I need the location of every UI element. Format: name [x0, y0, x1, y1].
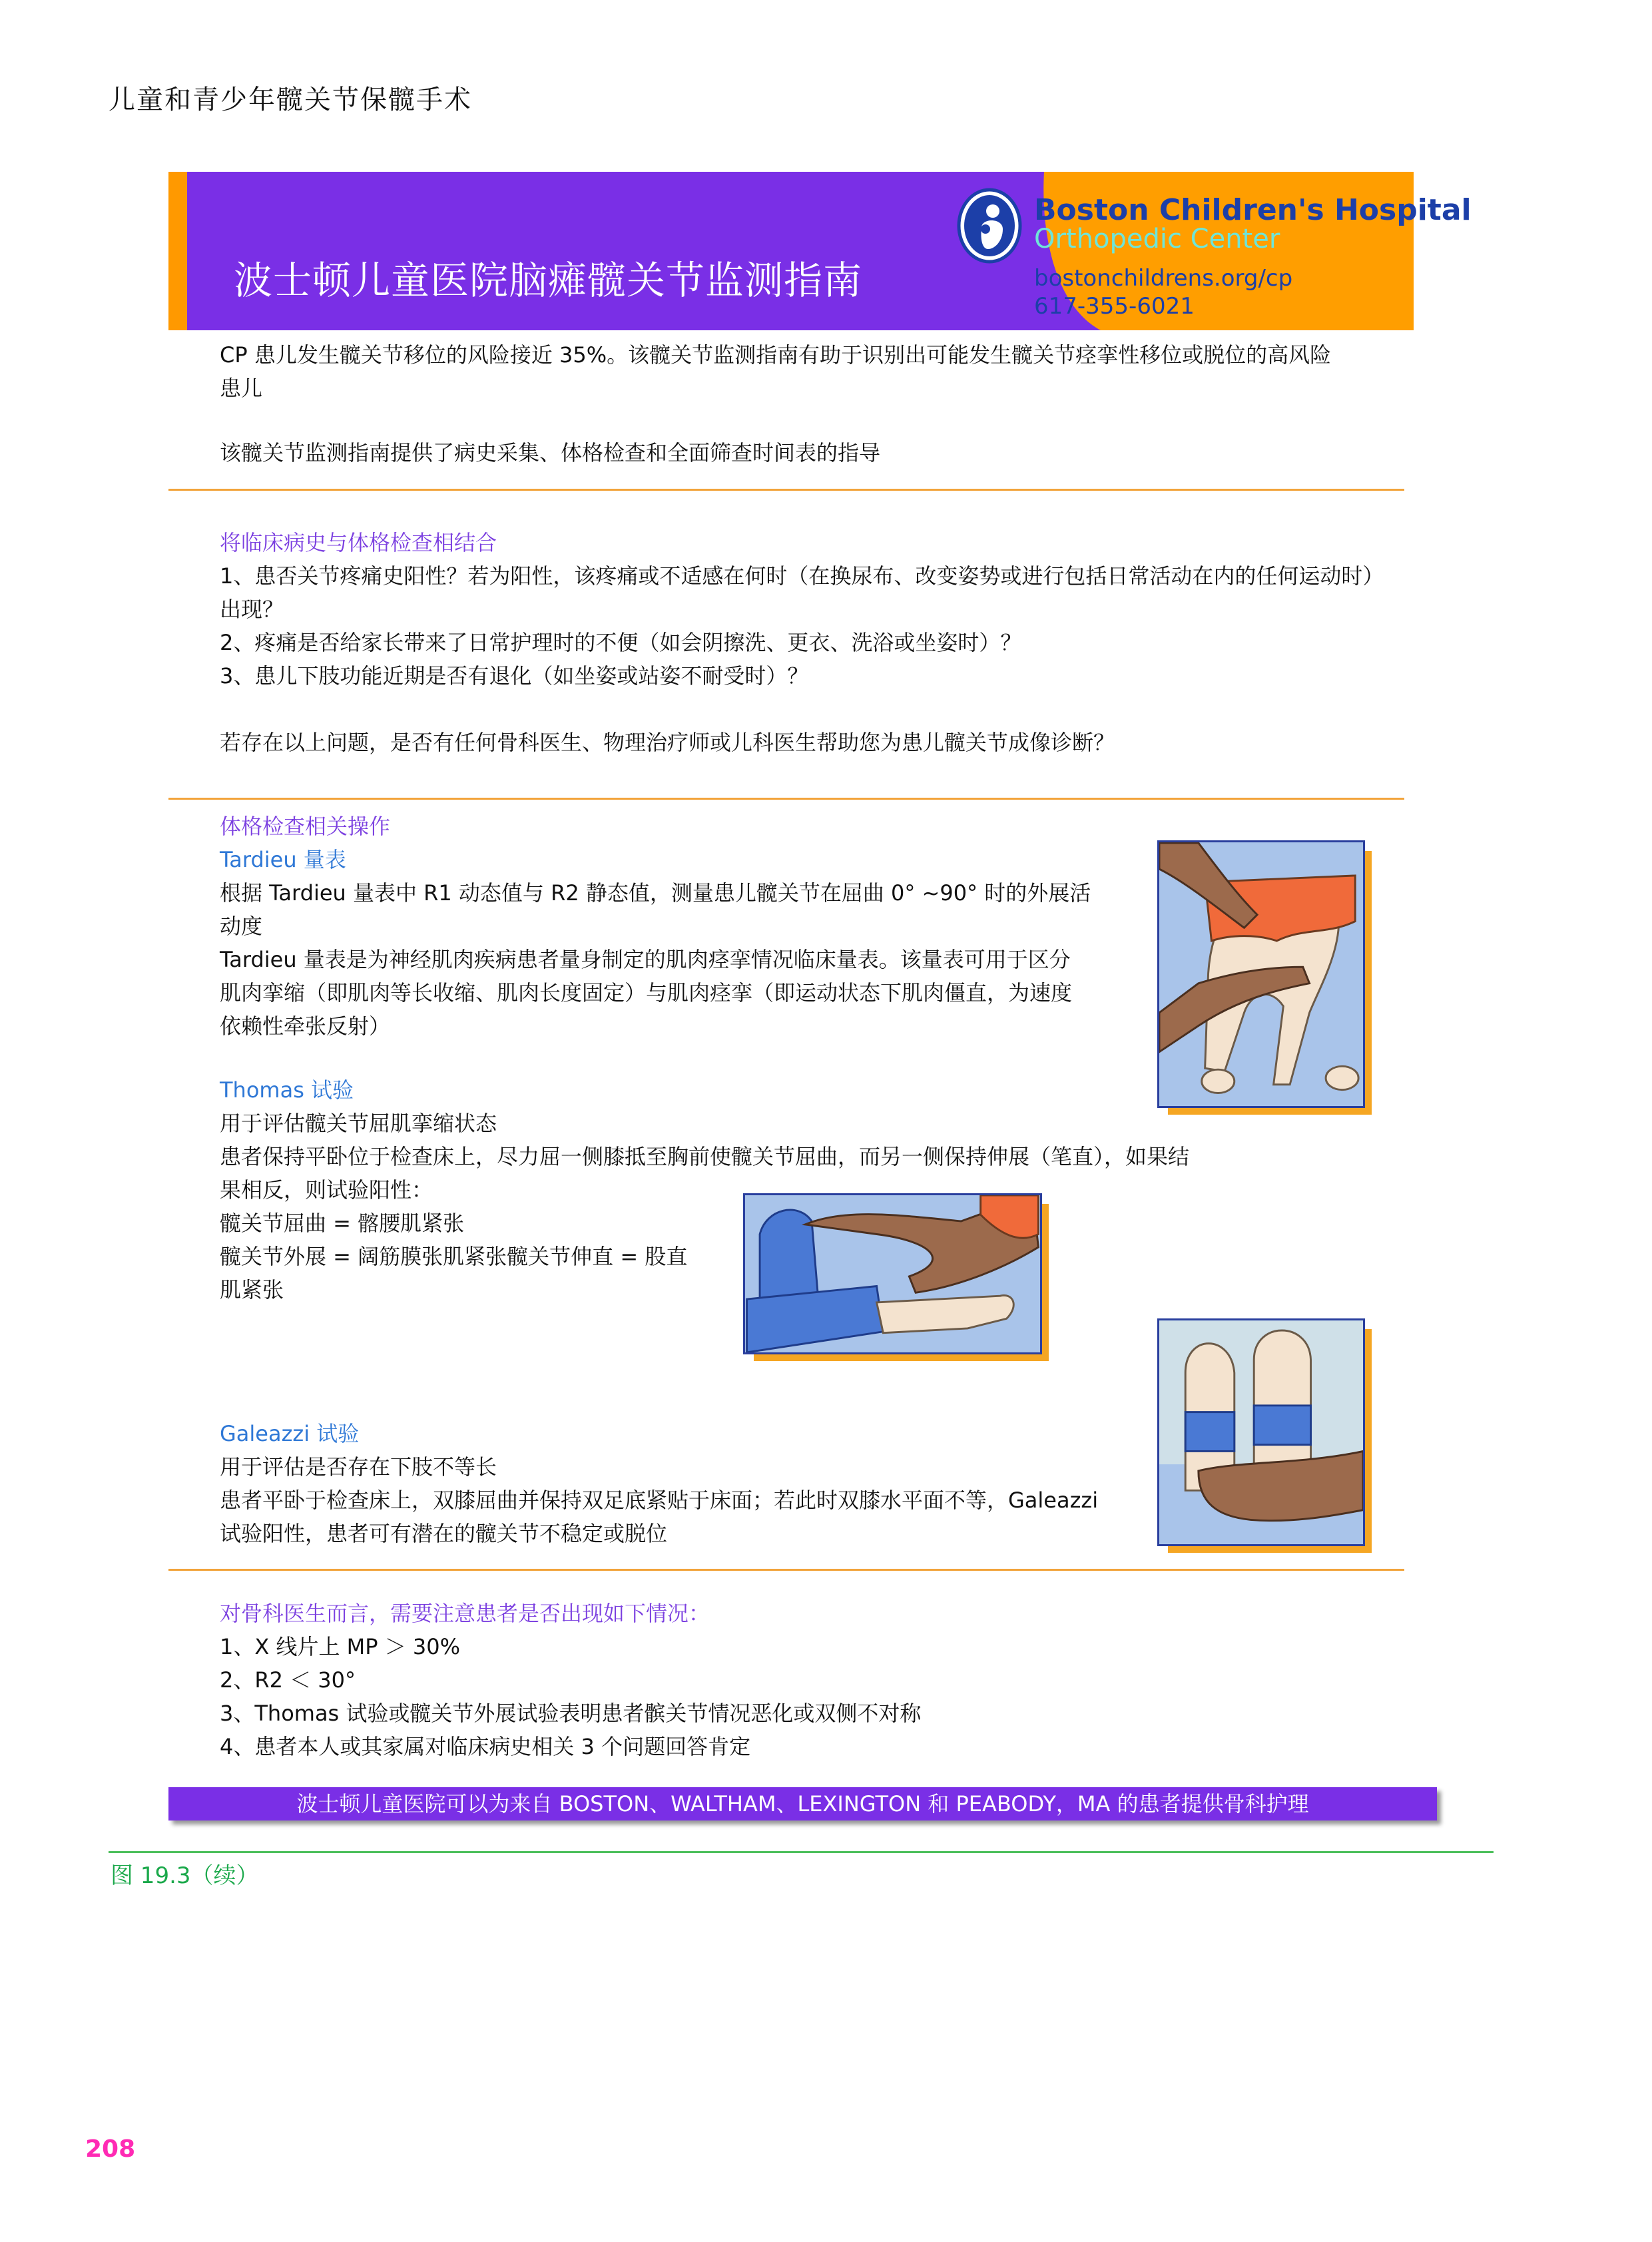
- ortho-item: 2、R2 ＜ 30°: [220, 1667, 356, 1693]
- history-item: 出现？: [220, 597, 284, 622]
- section-divider: [168, 489, 1404, 491]
- thomas-line: 果相反，则试验阳性：: [220, 1177, 433, 1203]
- galeazzi-line: 用于评估是否存在下肢不等长: [220, 1454, 497, 1480]
- hospital-logo-icon: [956, 188, 1023, 264]
- hospital-name: Boston Children's Hospital: [1034, 193, 1472, 227]
- history-item: 1、患否关节疼痛史阳性？若为阳性，该疼痛或不适感在何时（在换尿布、改变姿势或进行包括日常活动在内的任何运动时）: [220, 563, 1384, 589]
- history-question: 若存在以上问题，是否有任何骨科医生、物理治疗师或儿科医生帮助您为患儿髋关节成像诊断？: [220, 730, 1115, 755]
- hospital-phone: 617-355-6021: [1034, 293, 1195, 320]
- galeazzi-title: Galeazzi 试验: [220, 1421, 360, 1446]
- tardieu-line: Tardieu 量表是为神经肌肉疾病患者量身制定的肌肉痉挛情况临床量表。该量表可用于区分: [220, 947, 1071, 972]
- thomas-title: Thomas 试验: [220, 1077, 354, 1103]
- tardieu-line: 根据 Tardieu 量表中 R1 动态值与 R2 静态值，测量患儿髋关节在屈曲 0° ~90° 时的外展活: [220, 880, 1091, 906]
- ortho-item: 1、X 线片上 MP ＞ 30%: [220, 1634, 461, 1659]
- hospital-department: Orthopedic Center: [1034, 224, 1280, 254]
- header-banner: [168, 172, 1472, 330]
- figure-caption: 图 19.3（续）: [111, 1862, 259, 1889]
- galeazzi-line: 试验阳性，患者可有潜在的髋关节不稳定或脱位: [220, 1521, 668, 1546]
- intro-line-3: 该髋关节监测指南提供了病史采集、体格检查和全面筛查时间表的指导: [220, 440, 881, 465]
- section-divider: [168, 798, 1404, 800]
- history-item: 2、疼痛是否给家长带来了日常护理时的不便（如会阴擦洗、更衣、洗浴或坐姿时）？: [220, 630, 1022, 655]
- galeazzi-line: 患者平卧于检查床上，双膝屈曲并保持双足底紧贴于床面；若此时双膝水平面不等，Galeazzi: [220, 1488, 1099, 1513]
- tardieu-line: 动度: [220, 914, 263, 939]
- footer-banner: [168, 1787, 1437, 1821]
- thomas-line: 用于评估髋关节屈肌挛缩状态: [220, 1111, 497, 1136]
- ortho-item: 3、Thomas 试验或髋关节外展试验表明患者髌关节情况恶化或双侧不对称: [220, 1701, 922, 1726]
- thomas-line: 患者保持平卧位于检查床上，尽力屈一侧膝抵至胸前使髋关节屈曲，而另一侧保持伸展（笔直），如果结: [220, 1144, 1190, 1169]
- hospital-url[interactable]: bostonchildrens.org/cp: [1034, 265, 1293, 292]
- intro-line-1: CP 患儿发生髋关节移位的风险接近 35%。该髋关节监测指南有助于识别出可能发生髋关节痉挛性移位或脱位的高风险: [220, 342, 1332, 368]
- tardieu-title: Tardieu 量表: [220, 847, 346, 872]
- section-divider: [168, 1569, 1404, 1571]
- running-head: 儿童和青少年髋关节保髋手术: [109, 85, 472, 115]
- ortho-heading: 对骨科医生而言，需要注意患者是否出现如下情况：: [220, 1601, 710, 1626]
- tardieu-line: 依赖性牵张反射）: [220, 1013, 391, 1039]
- intro-line-2: 患儿: [220, 376, 263, 401]
- tardieu-line: 肌肉挛缩（即肌肉等长收缩、肌肉长度固定）与肌肉痉挛（即运动状态下肌肉僵直，为速度: [220, 980, 1073, 1005]
- galeazzi-illustration: [1157, 1318, 1372, 1553]
- thomas-line: 髋关节屈曲 = 髂腰肌紧张: [220, 1211, 465, 1236]
- banner-accent-bar: [168, 172, 187, 330]
- page-number: 208: [85, 2135, 136, 2163]
- tardieu-illustration: [1157, 840, 1372, 1115]
- thomas-line: 肌紧张: [220, 1277, 284, 1302]
- ortho-item: 4、患者本人或其家属对临床病史相关 3 个问题回答肯定: [220, 1734, 751, 1759]
- footer-banner-text: 波士顿儿童医院可以为来自 BOSTON、WALTHAM、LEXINGTON 和 PEABODY，MA 的患者提供骨科护理: [296, 1791, 1309, 1817]
- thomas-line: 髋关节外展 = 阔筋膜张肌紧张髋关节伸直 = 股直: [220, 1244, 688, 1269]
- thomas-illustration: [743, 1193, 1049, 1361]
- history-item: 3、患儿下肢功能近期是否有退化（如坐姿或站姿不耐受时）？: [220, 663, 809, 689]
- banner-title: 波士顿儿童医院脑瘫髋关节监测指南: [234, 258, 863, 303]
- exam-heading: 体格检查相关操作: [220, 814, 391, 839]
- caption-rule: [109, 1851, 1494, 1853]
- history-heading: 将临床病史与体格检查相结合: [220, 530, 497, 555]
